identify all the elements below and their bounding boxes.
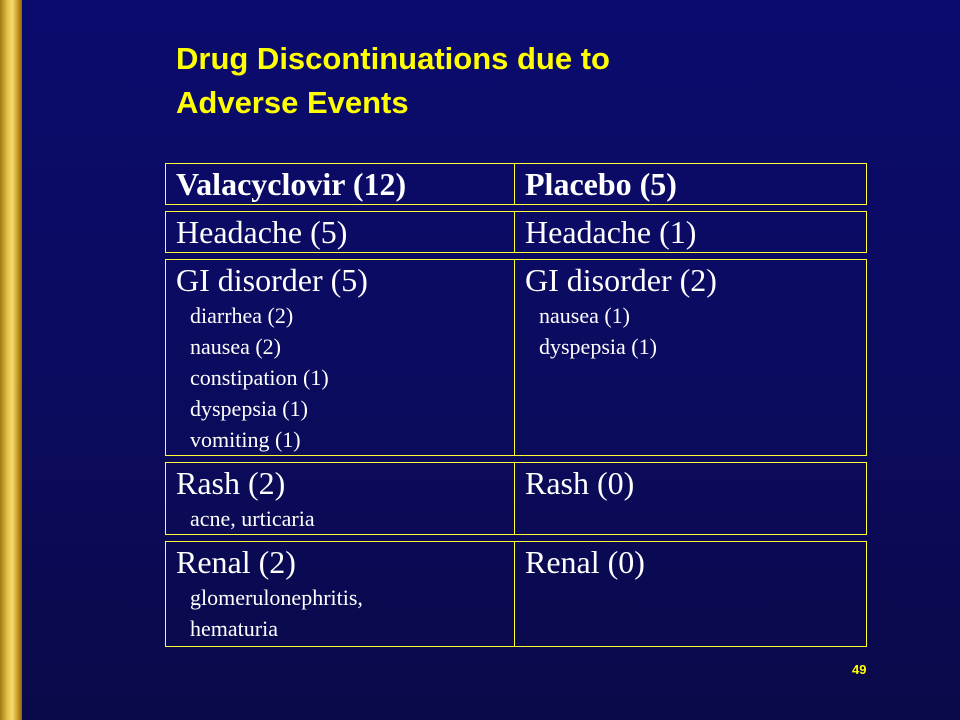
cell-placebo-rash <box>515 463 867 535</box>
detail-item: dyspepsia (1) <box>190 396 308 421</box>
header-placebo <box>515 164 867 205</box>
detail-item: glomerulonephritis, <box>190 585 363 610</box>
cell-main-text: Rash (2) <box>176 465 286 501</box>
detail-item: constipation (1) <box>190 365 329 390</box>
cell-main-text: GI disorder (5) <box>176 262 368 298</box>
cell-main-text: Rash (0) <box>525 465 635 501</box>
cell-main-text: Renal (0) <box>525 544 645 580</box>
cell-placebo-gi <box>515 260 867 456</box>
detail-item: hematuria <box>190 616 278 641</box>
slide-title-line-1: Drug Discontinuations due to <box>176 41 610 76</box>
cell-placebo-renal <box>515 542 867 647</box>
header-valacyclovir-label: Valacyclovir (12) <box>176 166 407 202</box>
detail-item: dyspepsia (1) <box>539 334 657 359</box>
cell-valacyclovir-headache <box>166 212 515 253</box>
table-header-row <box>166 164 867 205</box>
cell-main-text: Headache (1) <box>525 214 697 250</box>
detail-item: nausea (1) <box>539 303 631 328</box>
detail-item: vomiting (1) <box>190 427 301 452</box>
cell-main-text: Renal (2) <box>176 544 296 580</box>
detail-item: diarrhea (2) <box>190 303 294 328</box>
cell-valacyclovir-gi <box>166 260 515 456</box>
table-row-gi-disorder <box>166 260 867 456</box>
slide-title <box>176 37 610 125</box>
table-row-rash <box>166 463 867 535</box>
table-row-headache <box>166 212 867 253</box>
cell-valacyclovir-renal <box>166 542 515 647</box>
header-placebo-label: Placebo (5) <box>525 166 677 202</box>
detail-item: acne, urticaria <box>190 506 315 531</box>
cell-valacyclovir-rash <box>166 463 515 535</box>
gold-accent-bar <box>0 0 22 720</box>
slide-title-line-2: Adverse Events <box>176 85 409 120</box>
table-row-renal <box>166 542 867 647</box>
row-spacer <box>166 456 867 463</box>
detail-item: nausea (2) <box>190 334 282 359</box>
header-valacyclovir <box>166 164 515 205</box>
row-spacer <box>166 205 867 212</box>
adverse-events-table <box>165 163 867 647</box>
row-spacer <box>166 535 867 542</box>
cell-main-text: Headache (5) <box>176 214 348 250</box>
page-number: 49 <box>852 662 867 677</box>
row-spacer <box>166 253 867 260</box>
cell-placebo-headache <box>515 212 867 253</box>
cell-main-text: GI disorder (2) <box>525 262 717 298</box>
